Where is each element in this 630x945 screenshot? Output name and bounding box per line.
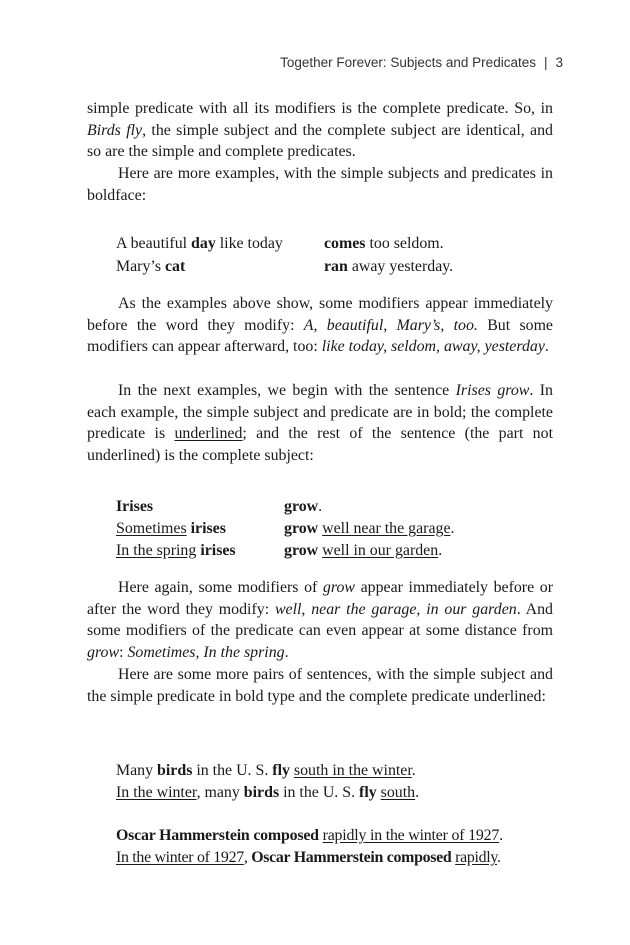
page-number: 3 [555,55,563,70]
example-sentence: Oscar Hammerstein composed rapidly in the winter of 1927. [116,827,503,844]
example-sentence: In the winter of 1927, Oscar Hammerstein composed rapidly. [116,849,501,866]
running-header [280,55,563,70]
example-sentence: Many birds in the U. S. fly south in the winter. [116,762,416,779]
book-page: Together Forever: Subjects and Predicates | 3 simple predicate with all its modifiers is the complete predicate. So, in Birds fly, the simple subject and the complete subject are identical, and so are the simple and complete predicates. Here are more examples, with the simple subjects and predicates in boldface: A beautiful day like today comes too seldom. Mary’s cat ran away yesterday. As the examples above show, some modifiers appear immediately before the word they modify: A, beautiful, Mary’s, too. But some modifiers can appear afterward, too: like today, seldom, away, yesterday. In the next examples, we begin with the sentence Irises grow. In each example, the simple subject and predicate are in bold; the complete predicate is underlined; and the rest of the sentence (the part not underlined) is the complete subject: Irises grow. Sometimes irises grow well near the garage. In the spring irises grow well in our garden. Here again, some modifiers of grow appear immediately before or after the word they modify: well, near the garage, in our garden. And some modifiers of the predicate can even appear at some distance from grow: Sometimes, In the spring. Here are some more pairs of sentences, with the simple subject and the simple predicate in bold type and the complete predicate underlined: Many birds in the U. S. fly south in the winter. In the winter, many birds in the U. S. fly south. Oscar Hammerstein composed rapidly in the winter of 1927. In the winter of 1927, Oscar Hammerstein composed rapidly. [0,0,630,945]
paragraph-3: As the examples above show, some modifiers appear immediately before the word they modify: A, beautiful, Mary’s, too. But some modifiers can appear afterward, too: like today, seldom, away, yesterday. [87,295,553,356]
paragraph-1: simple predicate with all its modifiers is the complete predicate. So, in Birds fly, the simple subject and the complete subject are identical, and so are the simple and complete predicates. [87,100,553,161]
header-separator: | [543,55,548,70]
example-sentence: In the winter, many birds in the U. S. fly south. [116,784,420,801]
paragraph-5: Here again, some modifiers of grow appear immediately before or after the word they modify: well, near the garage, in our garden. And some modifiers of the predicate can even appear at some distance from grow: Sometimes, In the spring. [87,579,553,661]
paragraph-2: Here are more examples, with the simple subjects and predicates in boldface: [87,165,553,204]
chapter-title: Together Forever: Subjects and Predicates [280,55,536,70]
paragraph-4: In the next examples, we begin with the sentence Irises grow. In each example, the simple subject and predicate are in bold; the complete predicate is underlined; and the rest of the sentence (the part not underlined) is the complete subject: [87,382,553,464]
paragraph-6: Here are some more pairs of sentences, with the simple subject and the simple predicate in bold type and the complete predicate underlined: [87,666,553,705]
